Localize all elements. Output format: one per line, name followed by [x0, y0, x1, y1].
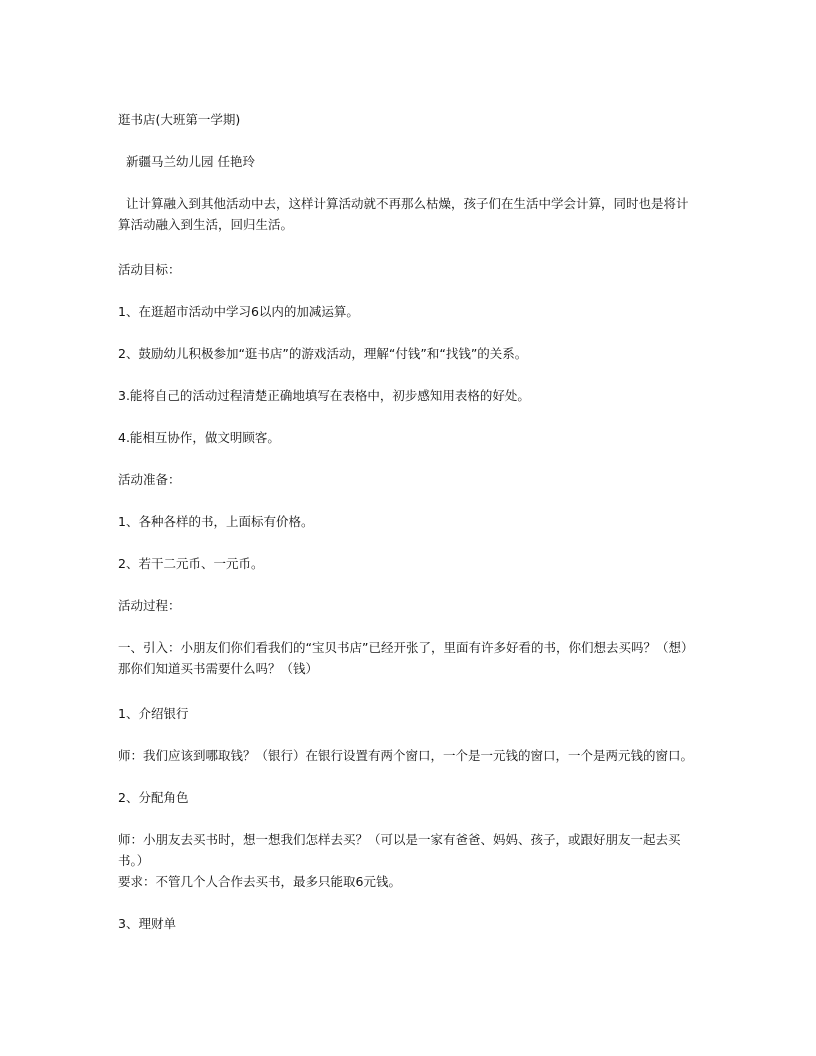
prep-item-1: 1、各种各样的书，上面标有价格。 — [118, 514, 314, 529]
goal-item-3: 3.能将自己的活动过程清楚正确地填写在表格中，初步感知用表格的好处。 — [118, 388, 530, 403]
goal-item-1: 1、在逛超市活动中学习6以内的加减运算。 — [118, 304, 359, 319]
process-intro: 一、引入：小朋友们你们看我们的“宝贝书店”已经开张了，里面有许多好看的书，你们想去买吗？（想）那你们知道买书需要什么吗？（钱） — [118, 640, 694, 676]
goals-heading: 活动目标： — [118, 262, 181, 277]
step-3-title: 3、理财单 — [118, 916, 176, 931]
step-1-text: 师：我们应该到哪取钱？（银行）在银行设置有两个窗口，一个是一元钱的窗口，一个是两元钱的窗口。 — [118, 748, 694, 763]
step-1-title: 1、介绍银行 — [118, 706, 189, 721]
prep-item-2: 2、若干二元币、一元币。 — [118, 556, 264, 571]
document-title: 逛书店(大班第一学期) — [118, 112, 241, 127]
goal-item-4: 4.能相互协作，做文明顾客。 — [118, 430, 280, 445]
intro-paragraph: 让计算融入到其他活动中去，这样计算活动就不再那么枯燥，孩子们在生活中学会计算，同时也是将计算活动融入到生活，回归生活。 — [118, 196, 689, 232]
step-2-text: 师：小朋友去买书时，想一想我们怎样去买？（可以是一家有爸爸、妈妈、孩子，或跟好朋友一起去买书。） — [118, 832, 681, 868]
process-heading: 活动过程： — [118, 598, 181, 613]
author-line: 新疆马兰幼儿园 任艳玲 — [126, 154, 255, 169]
prep-heading: 活动准备： — [118, 472, 181, 487]
goal-item-2: 2、鼓励幼儿积极参加“逛书店”的游戏活动，理解“付钱”和“找钱”的关系。 — [118, 346, 528, 361]
step-2-requirement: 要求：不管几个人合作去买书，最多只能取6元钱。 — [118, 874, 401, 889]
step-2-title: 2、分配角色 — [118, 790, 189, 805]
